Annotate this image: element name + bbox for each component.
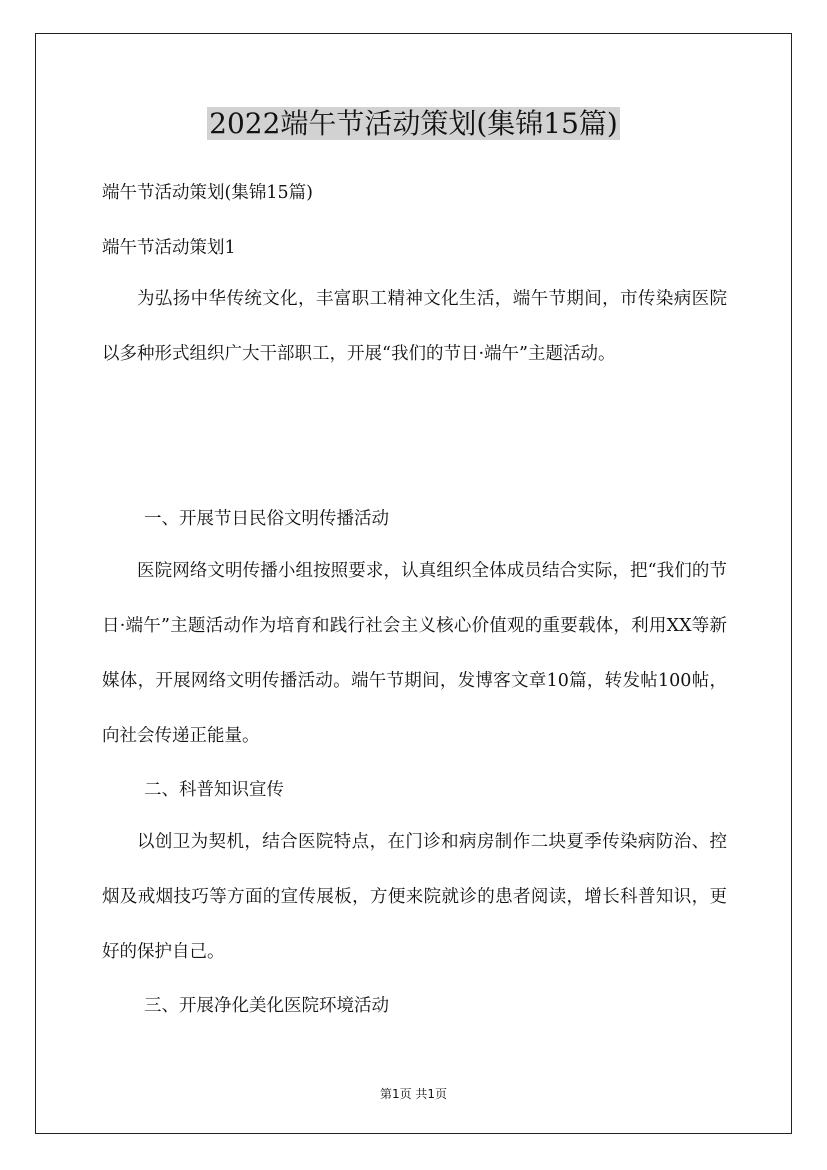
heading-2: 二、科普知识宣传	[144, 780, 284, 800]
document-title	[0, 102, 827, 146]
document-title-text: 2022端午节活动策划(集锦15篇)	[209, 107, 618, 140]
document-subtitle: 端午节活动策划(集锦15篇)	[102, 183, 313, 203]
paragraph-2: 以创卫为契机，结合医院特点，在门诊和病房制作二块夏季传染病防治、控烟及戒烟技巧等方面的宣传展板，方便来院就诊的患者阅读，增长科普知识，更好的保护自己。	[102, 832, 727, 962]
heading-1: 一、开展节日民俗文明传播活动	[144, 509, 389, 529]
page-footer: 第1页 共1页	[379, 1087, 448, 1101]
intro-paragraph: 为弘扬中华传统文化，丰富职工精神文化生活，端午节期间，市传染病医院以多种形式组织广大干部职工，开展“我们的节日·端午”主题活动。	[102, 289, 727, 364]
heading-3: 三、开展净化美化医院环境活动	[144, 996, 389, 1016]
section-title: 端午节活动策划1	[102, 238, 236, 258]
paragraph-1: 医院网络文明传播小组按照要求，认真组织全体成员结合实际，把“我们的节日·端午”主题活动作为培育和践行社会主义核心价值观的重要载体，利用XX等新媒体，开展网络文明传播活动。端午节期间，发博客文章10篇，转发帖100帖，向社会传递正能量。	[102, 561, 727, 746]
